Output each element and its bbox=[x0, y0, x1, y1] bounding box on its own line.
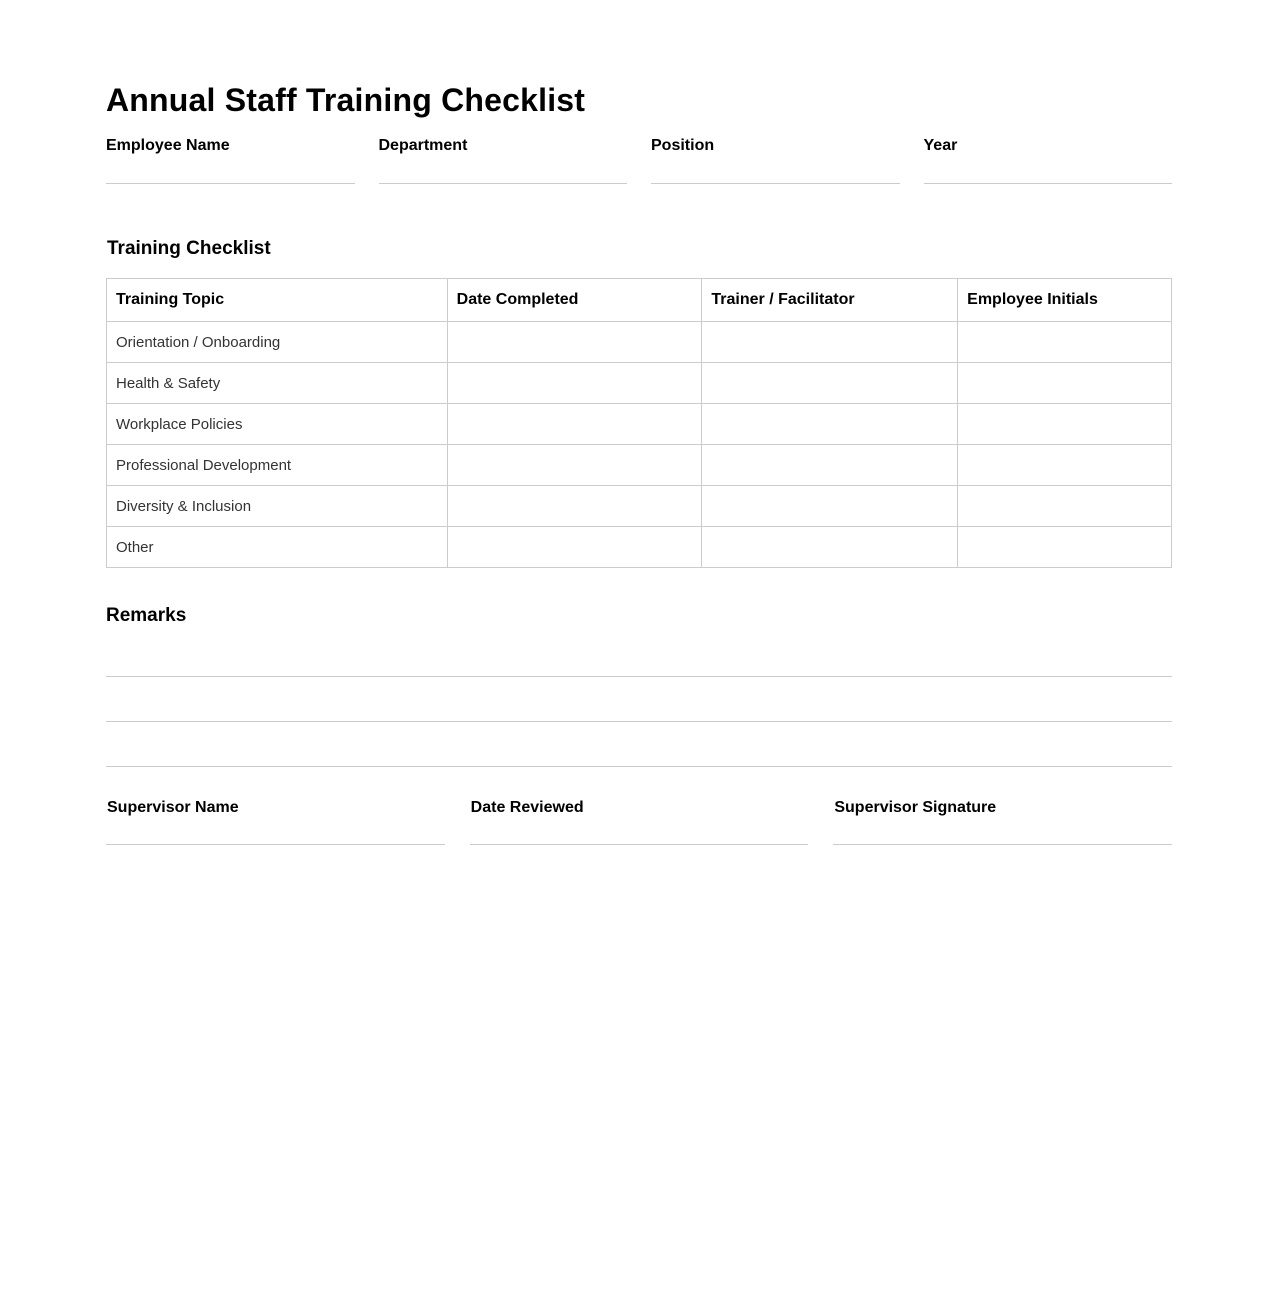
training-checklist-heading: Training Checklist bbox=[107, 238, 271, 259]
position-field[interactable] bbox=[651, 136, 900, 184]
initials-cell[interactable] bbox=[958, 363, 1172, 404]
date-completed-cell[interactable] bbox=[447, 404, 702, 445]
table-row bbox=[107, 445, 1172, 486]
employee-name-label: Employee Name bbox=[106, 137, 230, 154]
employee-name-input-line[interactable] bbox=[106, 182, 355, 184]
supervisor-fields bbox=[106, 798, 1172, 845]
employee-info-fields bbox=[106, 136, 1172, 184]
topic-cell: Professional Development bbox=[107, 445, 448, 486]
initials-cell[interactable] bbox=[958, 527, 1172, 568]
initials-cell[interactable] bbox=[958, 486, 1172, 527]
remarks-line-2[interactable] bbox=[106, 721, 1172, 722]
supervisor-signature-label: Supervisor Signature bbox=[834, 799, 997, 816]
initials-cell[interactable] bbox=[958, 322, 1172, 363]
date-completed-cell[interactable] bbox=[447, 363, 702, 404]
topic-cell: Orientation / Onboarding bbox=[107, 322, 448, 363]
date-completed-cell[interactable] bbox=[447, 445, 702, 486]
page-title: Annual Staff Training Checklist bbox=[106, 82, 586, 118]
trainer-cell[interactable] bbox=[702, 445, 958, 486]
department-label: Department bbox=[378, 137, 468, 154]
year-input-line[interactable] bbox=[924, 182, 1173, 184]
supervisor-signature-field[interactable] bbox=[833, 798, 1172, 845]
initials-cell[interactable] bbox=[958, 445, 1172, 486]
trainer-cell[interactable] bbox=[702, 404, 958, 445]
topic-cell: Health & Safety bbox=[107, 363, 448, 404]
supervisor-signature-input-line[interactable] bbox=[833, 844, 1172, 845]
trainer-cell[interactable] bbox=[702, 527, 958, 568]
position-input-line[interactable] bbox=[651, 182, 900, 184]
column-header-date-completed: Date Completed bbox=[447, 279, 702, 322]
table-row bbox=[107, 486, 1172, 527]
table-row bbox=[107, 322, 1172, 363]
date-reviewed-input-line[interactable] bbox=[470, 844, 809, 845]
trainer-cell[interactable] bbox=[702, 486, 958, 527]
column-header-trainer-facilitator: Trainer / Facilitator bbox=[702, 279, 958, 322]
trainer-cell[interactable] bbox=[702, 322, 958, 363]
topic-cell: Other bbox=[107, 527, 448, 568]
table-row bbox=[107, 404, 1172, 445]
training-checklist-table bbox=[106, 278, 1172, 568]
supervisor-name-input-line[interactable] bbox=[106, 844, 445, 845]
year-field[interactable] bbox=[924, 136, 1173, 184]
remarks-line-1[interactable] bbox=[106, 676, 1172, 677]
date-reviewed-field[interactable] bbox=[470, 798, 809, 845]
department-field[interactable] bbox=[379, 136, 628, 184]
column-header-training-topic: Training Topic bbox=[107, 279, 448, 322]
employee-name-field[interactable] bbox=[106, 136, 355, 184]
table-row bbox=[107, 527, 1172, 568]
date-completed-cell[interactable] bbox=[447, 527, 702, 568]
year-label: Year bbox=[923, 137, 958, 154]
supervisor-name-field[interactable] bbox=[106, 798, 445, 845]
remarks-heading: Remarks bbox=[106, 605, 187, 626]
date-completed-cell[interactable] bbox=[447, 486, 702, 527]
column-header-employee-initials: Employee Initials bbox=[958, 279, 1172, 322]
topic-cell: Workplace Policies bbox=[107, 404, 448, 445]
topic-cell: Diversity & Inclusion bbox=[107, 486, 448, 527]
remarks-line-3[interactable] bbox=[106, 766, 1172, 767]
department-input-line[interactable] bbox=[379, 182, 628, 184]
date-completed-cell[interactable] bbox=[447, 322, 702, 363]
trainer-cell[interactable] bbox=[702, 363, 958, 404]
initials-cell[interactable] bbox=[958, 404, 1172, 445]
table-row bbox=[107, 363, 1172, 404]
supervisor-name-label: Supervisor Name bbox=[107, 799, 239, 816]
date-reviewed-label: Date Reviewed bbox=[470, 799, 584, 816]
table-header-row bbox=[107, 279, 1172, 322]
position-label: Position bbox=[651, 137, 715, 154]
